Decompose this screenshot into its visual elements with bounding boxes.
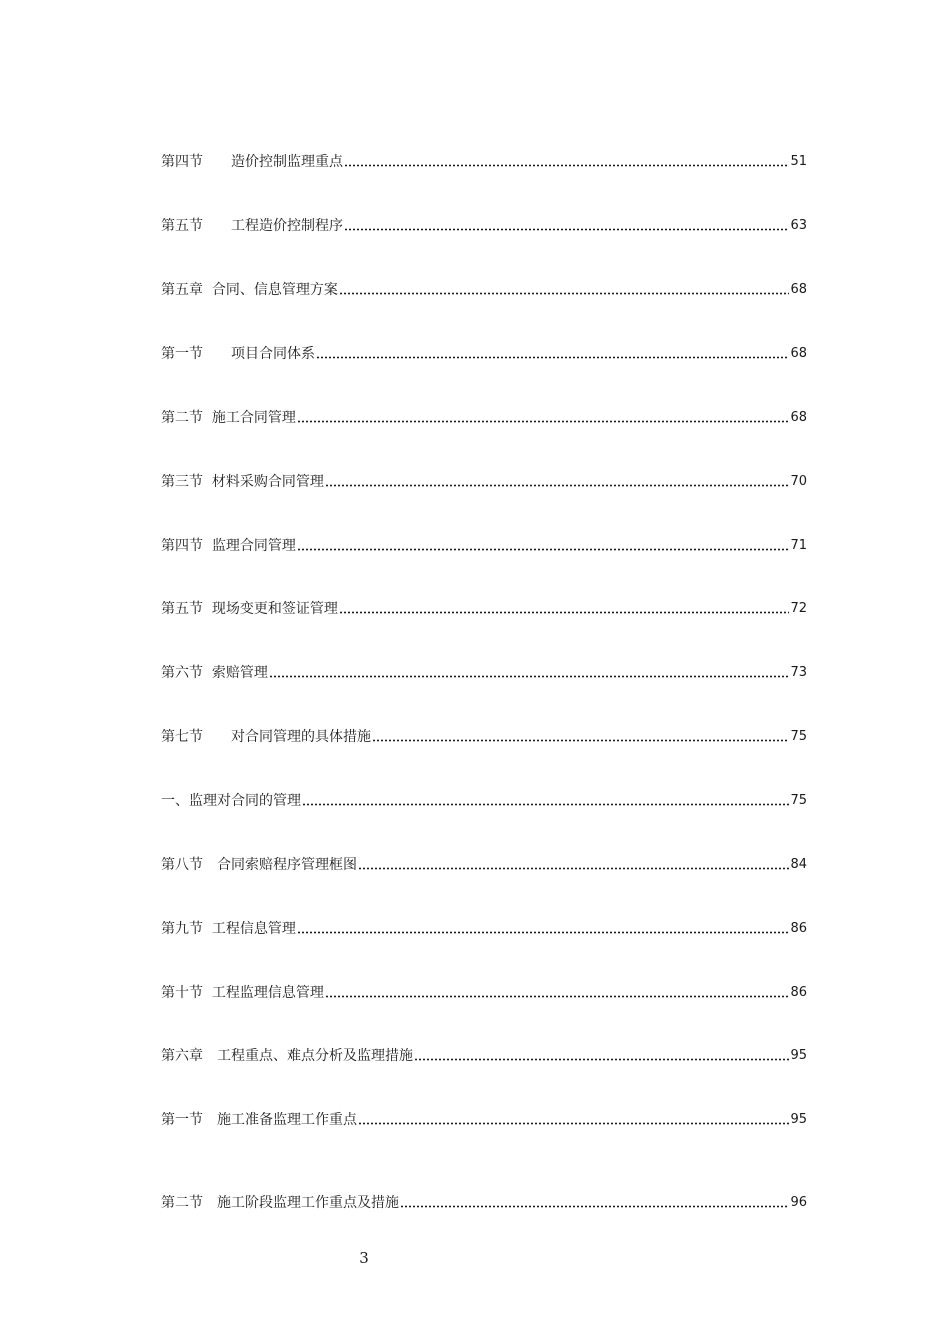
toc-entry-page: 71 [790,538,807,553]
toc-entry[interactable] [161,596,807,618]
toc-entry-title: 第七节 对合同管理的具体措施 [161,729,371,745]
toc-entry[interactable] [161,213,807,235]
toc-entry-page: 68 [790,346,807,361]
toc-entry[interactable] [161,533,807,555]
toc-entry-page: 96 [790,1195,807,1210]
toc-entry[interactable] [161,1043,807,1065]
toc-entry-title: 第十节 工程监理信息管理 [161,985,324,1001]
toc-entry-page: 86 [790,921,807,936]
toc-entry-title: 第一节 施工准备监理工作重点 [161,1112,357,1128]
toc-dot-leader [302,803,789,806]
toc-entry-page: 95 [790,1112,807,1127]
toc-entry-title: 第二节 施工阶段监理工作重点及措施 [161,1195,399,1211]
toc-dot-leader [358,867,789,870]
toc-entry-title: 第一节 项目合同体系 [161,346,315,362]
toc-entry-title: 第二节 施工合同管理 [161,410,296,426]
toc-entry-page: 84 [790,857,807,872]
toc-entry-title: 第五节 工程造价控制程序 [161,218,343,234]
toc-dot-leader [269,675,790,678]
toc-entry[interactable] [161,788,807,810]
toc-entry-page: 72 [790,601,807,616]
toc-dot-leader [400,1205,789,1208]
toc-dot-leader [316,356,789,359]
toc-entry[interactable] [161,660,807,682]
toc-entry[interactable] [161,980,807,1002]
toc-entry-page: 75 [790,793,807,808]
toc-entry-page: 70 [790,474,807,489]
toc-entry-title: 第六章 工程重点、难点分析及监理措施 [161,1048,413,1064]
toc-entry-page: 63 [790,218,807,233]
toc-entry[interactable] [161,405,807,427]
toc-dot-leader [339,611,790,614]
toc-entry-title: 第九节 工程信息管理 [161,921,296,937]
toc-entry[interactable] [161,1107,807,1129]
toc-entry[interactable] [161,341,807,363]
toc-entry-page: 95 [790,1048,807,1063]
toc-entry[interactable] [161,149,807,171]
toc-entry[interactable] [161,1190,807,1212]
toc-entry[interactable] [161,469,807,491]
toc-entry-title: 第三节 材料采购合同管理 [161,474,324,490]
toc-entry-page: 68 [790,282,807,297]
table-of-contents [161,0,807,1344]
toc-entry-title: 第四节 监理合同管理 [161,538,296,554]
toc-entry[interactable] [161,916,807,938]
toc-dot-leader [414,1058,789,1061]
toc-entry[interactable] [161,724,807,746]
page-number: 3 [359,1249,369,1267]
toc-dot-leader [344,164,789,167]
toc-entry[interactable] [161,277,807,299]
toc-entry-title: 第五章 合同、信息管理方案 [161,282,338,298]
toc-entry-page: 75 [790,729,807,744]
toc-dot-leader [297,931,790,934]
toc-entry-title: 第五节 现场变更和签证管理 [161,601,338,617]
toc-dot-leader [297,548,790,551]
toc-dot-leader [344,228,789,231]
toc-dot-leader [358,1122,789,1125]
toc-dot-leader [297,420,790,423]
toc-entry-page: 73 [790,665,807,680]
toc-dot-leader [372,739,789,742]
toc-entry-page: 68 [790,410,807,425]
toc-entry-page: 51 [790,154,807,169]
toc-entry-page: 86 [790,985,807,1000]
toc-entry-title: 一、监理对合同的管理 [161,793,301,809]
toc-dot-leader [325,995,790,998]
toc-entry-title: 第四节 造价控制监理重点 [161,154,343,170]
toc-entry-title: 第六节 索赔管理 [161,665,268,681]
toc-dot-leader [325,484,790,487]
toc-dot-leader [339,292,790,295]
toc-entry[interactable] [161,852,807,874]
toc-entry-title: 第八节 合同索赔程序管理框图 [161,857,357,873]
